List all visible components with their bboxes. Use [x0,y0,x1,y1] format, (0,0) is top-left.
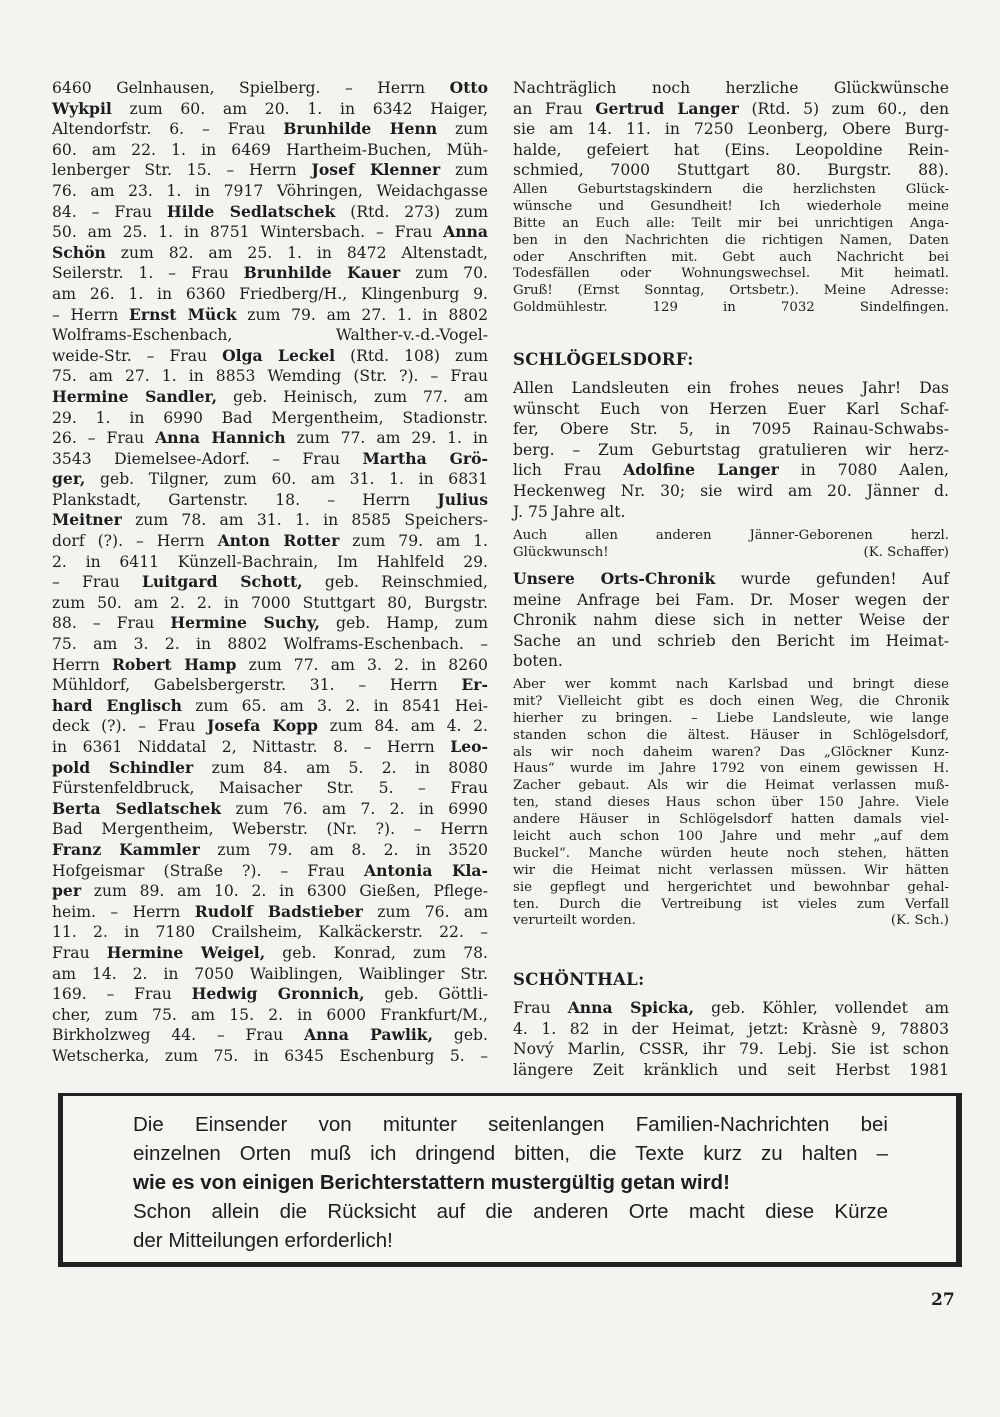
text-line [513,677,949,694]
text-line [52,675,488,696]
text-run: zum 50. am 2. 2. in 7000 Stuttgart 80, Burgstr. [52,593,488,612]
text-line [513,399,949,420]
text-run: verurteilt worden. [513,913,636,929]
text-line [52,1025,488,1046]
chronik-paragraph [513,569,949,672]
text-line [513,880,949,897]
text-run: zum [437,120,488,139]
text-run: zum 65. am 3. 2. in 8541 Hei- [181,696,489,715]
text-run: schmied, 7000 Stuttgart 80. Burgstr. 88). [513,161,949,180]
text-run: 50. am 25. 1. in 8751 Wintersbach. – Frau [52,223,444,242]
text-line [52,572,488,593]
text-line [513,199,949,216]
text-run: ten, stand dieses Haus schon über 150 Jahre. Viele [513,795,949,811]
text-line [513,569,949,590]
text-run: oder Anschriften mit. Gebt auch Nachricht bei [513,249,949,265]
text-line [52,1046,488,1067]
text-line: Auch allen anderen Jänner-Geborenen herzl. [513,528,949,543]
text-line [513,119,949,140]
text-line [513,610,949,631]
text-run: als wir noch daheim waren? Das „Glöckner Kunz- [513,744,949,760]
text-line [52,140,488,161]
bold-name: Leo- [450,737,488,756]
text-run: 84. – Frau [52,202,167,221]
text-line [52,181,488,202]
text-run: 11. 2. in 7180 Crailsheim, Kalkäckerstr. 22. – [52,923,488,942]
text-run: zum 89. am 10. 2. in 6300 Gießen, Pflege- [81,882,488,901]
text-line [52,408,488,429]
bold-name: Berta Sedlatschek [52,798,222,818]
bold-name: pold Schindler [52,757,194,777]
bold-name: Anton Rotter [217,531,340,551]
text-run: 2. in 6411 Künzell-Bachrain, Im Hahlfeld 29. [52,552,488,571]
text-run: Aber wer kommt nach Karlsbad und bringt diese [513,677,949,692]
bold-name: Robert Hamp [111,654,237,674]
bold-name: Olga Leckel [222,345,336,365]
text-run: geb. Köhler, vollendet am [694,999,950,1017]
text-line [52,716,488,737]
bold-name: Hedwig Gronnich, [191,984,365,1004]
text-line [133,1168,888,1197]
text-line [513,233,949,250]
text-run: 76. am 23. 1. in 7917 Vöhringen, Weidachgasse [52,181,488,200]
text-line [513,378,949,399]
text-line [52,881,488,902]
text-line [52,531,488,552]
text-line [52,263,488,284]
text-run: Bad Mergentheim, Weberstr. (Nr. ?). – Herrn [52,820,488,839]
text-line [133,1110,888,1139]
text-run: Todesfällen oder Wohnungswechsel. Mit heimatl. [513,266,949,282]
text-line [513,1019,949,1040]
text-line [513,1039,949,1060]
text-run: Nachträglich noch herzliche Glückwünsche [513,79,949,97]
text-run: zum [440,161,488,180]
text-line [52,510,488,531]
text-line [513,440,949,461]
text-line [513,897,949,914]
text-line [513,728,949,745]
text-run: wurde gefunden! Auf [715,570,949,588]
text-run: Herrn [52,655,112,674]
text-line [52,160,488,181]
bold-name: Julius [437,489,488,509]
text-line [52,387,488,408]
text-line [52,1005,488,1026]
text-line [52,613,488,634]
text-run: zum 84. am 4. 2. [317,717,489,736]
text-run: 4. 1. 82 in der Heimat, jetzt: Kràsnè 9, 78803 [513,1019,949,1038]
text-line [513,216,949,233]
text-line [133,1197,888,1226]
text-line [52,449,488,470]
bold-name: Otto [449,78,488,97]
text-run: ten. Durch die Vertreibung ist vieles zum Verfall [513,896,949,912]
bold-name: Schön [52,242,106,262]
text-run: in 6361 Niddatal 2, Nittastr. 8. – Herrn [52,738,451,756]
text-line [513,913,949,930]
text-run: J. 75 Jahre alt. [513,502,626,521]
text-line [513,863,949,880]
text-line [52,902,488,923]
text-run: leicht auch schon 100 Jahre und mehr „auf dem [513,829,949,845]
text-line [52,469,488,490]
text-run: Hofgeismar (Straße ?). – Frau [52,861,365,880]
text-run: Frau [513,999,568,1017]
text-run: 60. am 22. 1. in 6469 Hartheim-Buchen, Müh- [52,140,488,159]
text-run: geb. Reinschmied, [302,573,488,592]
bold-name: Unsere Orts-Chronik [513,569,716,588]
text-line [52,778,488,799]
text-run: deck (?). – Frau [52,717,208,736]
text-run: 75. am 27. 1. in 8853 Wemding (Str. ?). – Frau [52,367,488,386]
bold-name: per [52,881,82,901]
signature: (K. Sch.) [890,913,949,929]
text-line [513,460,949,481]
text-run: berg. – Zum Geburtstag gratulieren wir herz- [513,440,949,459]
text-run: (Rtd. 108) zum [335,346,488,365]
text-run: 29. 1. in 6990 Bad Mergentheim, Stadionstr. [52,408,488,427]
text-line [513,761,949,778]
text-line [513,160,949,181]
text-line [133,1226,888,1255]
text-line [52,593,488,614]
text-run: zum 79. am 8. 2. in 3520 [199,840,488,859]
text-line [52,964,488,985]
text-line [513,694,949,711]
text-run: – Herrn [52,305,130,324]
text-run: mit? Vielleicht gibt es doch einen Weg, die Chronik [513,693,949,709]
text-line [52,428,488,449]
text-run: Wetscherka, zum 75. in 6345 Eschenburg 5. – [52,1046,488,1065]
text-run: 26. – Frau [52,429,156,448]
text-run: geb. [433,1026,488,1045]
text-run: Die Einsender von mitunter seitenlangen Familien-Nachrichten bei [133,1113,888,1136]
text-run: hierher zu bringen. – Liebe Landsleute, wie lange [513,710,949,726]
text-run: geb. Göttli- [364,985,488,1004]
text-run: zum 84. am 5. 2. in 8080 [193,758,488,777]
text-run: Buckel“. Manche würden heute noch stehen, hätten [513,845,949,861]
text-run: wünsche und Gesundheit! Ich wiederhole meine [513,198,949,214]
text-line [513,651,949,672]
left-column [52,78,488,1067]
text-line [513,795,949,812]
bold-name: Anna Hannich [155,428,286,448]
text-run: 88. – Frau [52,614,171,633]
text-line [513,846,949,863]
text-line [513,283,949,300]
text-run: zum 76. am [362,902,488,921]
text-run: geb. Hamp, zum [319,614,488,633]
text-run: geb. Konrad, zum 78. [265,943,489,962]
text-line [52,737,488,758]
bold-name: Hermine Suchy, [170,613,320,633]
intro-paragraph [513,78,949,181]
text-run: Sache an und schrieb den Bericht im Heimat- [513,631,949,650]
text-line [513,182,949,199]
bold-name: Wykpil [52,98,112,118]
text-run: an Frau [513,99,596,118]
text-run: zum 77. am 3. 2. in 8260 [236,655,488,674]
text-run: (Rtd. 273) zum [335,202,488,221]
text-run: lich Frau [513,461,624,480]
text-run: Allen Landsleuten ein frohes neues Jahr! Das [513,379,949,397]
bold-name: Hilde Sedlatschek [166,201,336,221]
text-run: zum 77. am 29. 1. in [285,429,488,448]
text-line [52,799,488,820]
text-run: geb. Tilgner, zum 60. am 31. 1. in 6831 [85,470,488,489]
text-line [52,346,488,367]
text-line [513,502,949,523]
text-run: (Rtd. 5) zum 60., den [738,99,949,118]
text-run: Altendorfstr. 6. – Frau [52,120,284,139]
text-run: längere Zeit kränklich und seit Herbst 1981 [513,1060,949,1079]
text-run: in 7080 Aalen, [778,461,950,480]
text-run: 75. am 3. 2. in 8802 Wolframs-Eschenbach. – [52,635,488,654]
text-run: ben in den Nachrichten die richtigen Namen, Daten [513,232,949,248]
text-run: geb. Heinisch, zum 77. am [217,387,488,406]
bold-name: ger, [52,469,86,489]
bold-name: Adolfine Langer [623,460,779,480]
bold-name: Meitner [52,510,122,530]
section-heading-schoenthal: SCHÖNTHAL: [513,970,645,989]
bold-name: Gertrud Langer [595,98,739,118]
bold-name: Josef Klenner [311,160,441,180]
schloegelsdorf-paragraph [513,378,949,522]
notice-box [58,1093,962,1267]
text-run: Chronik nahm diese sich in netter Weise der [513,611,949,630]
text-run: zum 78. am 31. 1. in 8585 Speichers- [121,511,488,530]
schaffer-note [513,528,949,562]
text-run: dorf (?). – Herrn [52,532,218,551]
text-line [52,325,488,346]
text-line [52,861,488,882]
text-run: Seilerstr. 1. – Frau [52,264,244,283]
text-run: zum 60. am 20. 1. in 6342 Haiger, [111,99,488,118]
text-run: 3543 Diemelsee-Adorf. – Frau [52,449,363,468]
text-run: am 14. 2. in 7050 Waiblingen, Waiblinger Str. [52,964,488,983]
text-line [52,99,488,120]
text-run: zum 79. am 1. [339,532,488,551]
text-line [52,819,488,840]
text-line [52,655,488,676]
text-run: cher, zum 75. am 15. 2. in 6000 Frankfurt/M., [52,1005,488,1024]
text-line [52,922,488,943]
text-run: Gruß! (Ernst Sonntag, Ortsbetr.). Meine Adresse: [513,283,949,299]
text-run: lenberger Str. 15. – Herrn [52,161,312,180]
text-run: zum 82. am 25. 1. in 8472 Altenstadt, [105,243,488,262]
text-run: fer, Obere Str. 5, in 7095 Rainau-Schwabs- [513,420,949,439]
text-run: Birkholzweg 44. – Frau [52,1026,304,1045]
text-line [513,711,949,728]
text-run: sie gepflegt und hergerichtet und bewohnbar gehal- [513,879,949,895]
text-line [513,778,949,795]
text-line [52,634,488,655]
page-number: 27 [931,1290,955,1310]
text-run: Haus“ wurde im Jahre 1792 von einem gewissen H. [513,761,949,777]
text-run: Heckenweg Nr. 30; sie wird am 20. Jänner d. [513,481,949,500]
text-line [52,943,488,964]
bold-name: Franz Kammler [52,839,200,859]
text-line [513,1060,949,1081]
text-line [513,99,949,120]
bold-name: Anna [443,222,488,242]
text-run: der Mitteilungen erforderlich! [133,1229,393,1252]
text-line [52,284,488,305]
bold-name: hard Englisch [52,695,182,715]
text-line [513,545,949,562]
text-line [513,481,949,502]
chronik-small-paragraph [513,677,949,930]
text-run: meine Anfrage bei Fam. Dr. Moser wegen der [513,590,949,609]
text-run: halde, gefeiert hat (Eins. Leopoldine Rein- [513,140,949,159]
bold-name: Rudolf Badstieber [194,901,363,921]
text-line [52,202,488,223]
text-run: zum 79. am 27. 1. in 8802 [236,305,488,324]
text-run: Allen Geburtstagskindern die herzlichsten Glück- [513,182,949,197]
text-run: – Frau [52,573,142,592]
text-line [513,590,949,611]
text-line [513,78,949,99]
text-run: andere Häuser in Schlögelsdorf hatten damals viel- [513,812,949,828]
text-line [513,300,949,317]
text-run: boten. [513,652,563,671]
text-line [52,984,488,1005]
text-line [133,1139,888,1168]
bold-name: Hermine Weigel, [106,942,266,962]
text-run: Schon allein die Rücksicht auf die anderen Orte macht diese Kürze [133,1200,888,1223]
text-line [52,552,488,573]
bold-name: Martha Grö- [362,448,488,468]
text-run: Plankstadt, Gartenstr. 18. – Herrn [52,490,438,509]
text-run: Wolframs-Eschenbach, Walther-v.-d.-Vogel- [52,326,488,345]
text-run: wünscht Euch von Herzen Euer Karl Schaf- [513,399,949,418]
text-run: Mühldorf, Gabelsbergerstr. 31. – Herrn [52,676,462,695]
bold-name: Antonia Kla- [364,860,488,880]
bold-name: Anna Spicka, [567,998,695,1017]
text-line [513,140,949,161]
section-heading-schloegelsdorf: SCHLÖGELSDORF: [513,350,694,369]
text-run: Nový Marlin, CSSR, ihr 79. Lebj. Sie ist schon [513,1040,949,1059]
text-run: am 26. 1. in 6360 Friedberg/H., Klingenburg 9. [52,284,488,303]
text-run: weide-Str. – Frau [52,346,223,365]
text-line [513,745,949,762]
text-line [513,812,949,829]
text-run: Zacher gebaut. Als wir die Heimat verlassen muß- [513,778,949,794]
text-run: sie am 14. 11. in 7250 Leonberg, Obere Burg- [513,120,949,139]
bold-name: Hermine Sandler, [52,386,218,406]
greeting-paragraph [513,182,949,317]
text-line [52,366,488,387]
chronik-lines [513,677,949,913]
text-line [52,243,488,264]
schoenthal-paragraph [513,998,949,1080]
text-line [513,266,949,283]
text-run: Frau [52,943,107,962]
bold-name: Er- [461,675,488,695]
text-run: heim. – Herrn [52,902,195,921]
bold-name: Brunhilde Kauer [243,263,401,283]
text-line [52,222,488,243]
text-line [52,119,488,140]
text-run: Glückwunsch! [513,544,609,560]
text-line [52,305,488,326]
text-run: wir die Heimat nicht verlassen müssen. Wir hätten [513,862,949,878]
text-run: standen schon die ältest. Häuser in Schlögelsdorf, [513,727,949,743]
text-run: zum 76. am 7. 2. in 6990 [221,799,488,818]
text-run: zum 70. [400,264,488,283]
text-run: einzelnen Orten muß ich dringend bitten, die Texte kurz zu halten – [133,1142,888,1165]
bold-name: Josefa Kopp [207,716,318,736]
text-line [52,78,488,99]
bold-name: Anna Pawlik, [303,1025,434,1045]
bold-name: Luitgard Schott, [141,572,303,592]
text-line [513,419,949,440]
bold-name: wie es von einigen Berichterstattern mustergültig getan wird! [133,1171,730,1194]
text-line [513,631,949,652]
notice-text [133,1110,888,1255]
text-run: 6460 Gelnhausen, Spielberg. – Herrn [52,79,450,97]
text-line [52,758,488,779]
text-line [513,998,949,1019]
bold-name: Ernst Mück [129,304,237,324]
text-line [52,490,488,511]
text-run: 169. – Frau [52,985,192,1004]
text-run: Goldmühlestr. 129 in 7032 Sindelfingen. [513,300,949,316]
signature: (K. Schaffer) [863,544,949,560]
text-line [52,840,488,861]
text-run: Fürstenfeldbruck, Maisacher Str. 5. – Frau [52,779,488,798]
text-line [513,829,949,846]
text-line [513,250,949,267]
bold-name: Brunhilde Henn [283,119,438,139]
text-run: Bitte an Euch alle: Teilt mir bei unrichtigen Anga- [513,215,949,231]
text-line [52,696,488,717]
